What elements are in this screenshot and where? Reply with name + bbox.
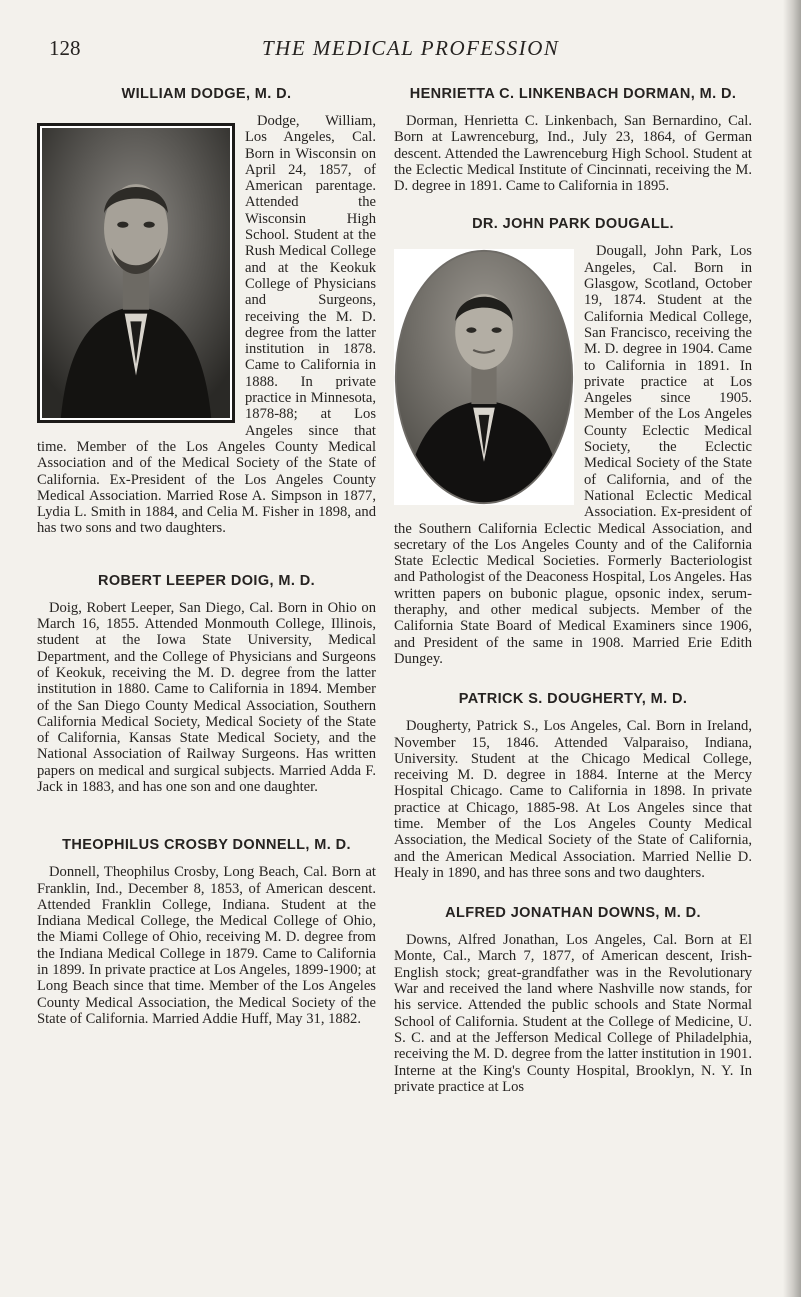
biography-entry [394,86,752,194]
entry-heading: DR. JOHN PARK DOUGALL. [472,216,674,233]
biography-entry [394,905,752,1095]
entry-text: Donnell, Theophilus Crosby, Long Beach, Cal. Born at Franklin, Ind., December 8, 1853, of American descent. Attended Franklin College, Indiana. Student at the Indiana Medical College, the Medical College of Ohio, the Miami College of Ohio, receiving M. D. degree from the Indiana Medical College in 1879. Came to California in 1899. In private practice at Los Angeles, 1899-1900; at Long Beach since that time. Member of the Los Angeles County Medical Association, the Medical Society of the State of California. Married Addie Huff, May 31, 1882. [37,864,376,1027]
left-column [37,86,376,1027]
biography-entry [37,86,376,537]
running-head: THE MEDICAL PROFESSION [262,36,560,60]
entry-text: Dougherty, Patrick S., Los Angeles, Cal. Born in Ireland, November 15, 1846. Attended Valparaiso, Indiana, University. Student at the Chicago Medical College, receiving M. D. degree in 1884. Interne at the Mercy Hospital Chicago. Came to California in 1898. In private practice at Chicago, 1885-98. At Los Angeles since that time. Member of the Los Angeles County Medical Association, the Medical Society of the State of California, and the American Medical Association. Married Nellie D. Healy in 1890, and has three sons and two daughters. [394,718,752,881]
page-number: 128 [49,36,81,60]
page-edge-shadow [783,0,801,1297]
biography-entry [37,573,376,796]
entry-heading: PATRICK S. DOUGHERTY, M. D. [458,691,688,708]
portrait-photo-william-dodge [37,123,235,423]
right-column [394,86,752,1095]
entry-heading: ROBERT LEEPER DOIG, M. D. [97,572,316,589]
biography-entry [394,691,752,881]
entry-text: Dodge, William, Los Angeles, Cal. Born in Wisconsin on April 24, 1857, of American parentage. Attended the Wisconsin High School. Student at the Rush Medical College and at the Keokuk College of Physicians and Surgeons, receiving the M. D. degree from the latter institution in 1878. Came to California in 1888. In private practice in Minnesota, 1878-88; at Los Angeles since that time. Member of the Los Angeles County Medical Association and of the Medical Society of the State of California. Ex-President of the Los Angeles County Medical Association. Married Rose A. Simpson in 1877, Lydia L. Smith in 1884, and Celia M. Fisher in 1898, and has two sons and two daughters. [37,113,376,537]
portrait-photo-john-park-dougall [394,249,574,505]
entry-text: Downs, Alfred Jonathan, Los Angeles, Cal. Born at El Monte, Cal., March 7, 1877, of American descent, Irish-English stock; great-grandfather was in the Revolutionary War and received the land where Nashville now stands, for his service. Attended the public schools and State Normal School of California. Student at the College of Medicine, U. S. C. and at the Jefferson Medical College of Philadelphia, receiving the M. D. degree from the latter institution in 1901. Interne at the King's County Hospital, Brooklyn, N. Y. In private practice at Los [394,932,752,1095]
entry-heading: HENRIETTA C. LINKENBACH DORMAN, M. D. [409,86,737,102]
entry-text: Doig, Robert Leeper, San Diego, Cal. Born in Ohio on March 16, 1855. Attended Monmouth College, Illinois, student at the Iowa State University, Medical Department, and the College of Physicians and Surgeons of Keokuk, receiving the M. D. degree from the latter institution in 1880. Came to California in 1894. Member of the San Diego County Medical Association, Southern California Medical Society, Medical Society of the State of California, Kansas State Medical Society, and the National Association of Railway Surgeons. Has written papers on medical and surgical subjects. Married Adda F. Jack in 1883, and has one son and one daughter. [37,599,376,795]
entry-text: Dorman, Henrietta C. Linkenbach, San Bernardino, Cal. Born at Lawrenceburg, Ind., July 23, 1864, of German descent. Attended the Lawrenceburg High School. Student at the Eclectic Medical Institute of Cincinnati, receiving the M. D. degree in 1891. Came to California in 1895. [394,113,752,195]
biography-entry [37,837,376,1027]
entry-heading: THEOPHILUS CROSBY DONNELL, M. D. [62,837,351,854]
entry-heading: ALFRED JONATHAN DOWNS, M. D. [445,905,701,922]
entry-text: Dougall, John Park, Los Angeles, Cal. Born in Glasgow, Scotland, October 19, 1874. Student at the California Medical College, San Francisco, receiving the M. D. degree in 1904. Came to California in 1891. In private practice at Los Angeles since 1905. Member of the Los Angeles County Eclectic Medical Society, the Eclectic Medical Society of the State of California, and of the National Eclectic Medical Association. Ex-president of the Southern California Eclectic Medical Association, and secretary of the Los Angeles County and of the California State Eclectic Medical Societies. Formerly Bacteriologist and Pathologist of the Deaconess Hospital, Los Angeles. Has written papers on bubonic plague, opsonic index, serum-theraphy, and other medical subjects. Member of the California State Board of Medical Examiners since 1906, and President of the same in 1908. Married Erie Edith Dungey. [394,243,752,667]
biography-entry [394,216,752,667]
entry-heading: WILLIAM DODGE, M. D. [121,86,292,102]
